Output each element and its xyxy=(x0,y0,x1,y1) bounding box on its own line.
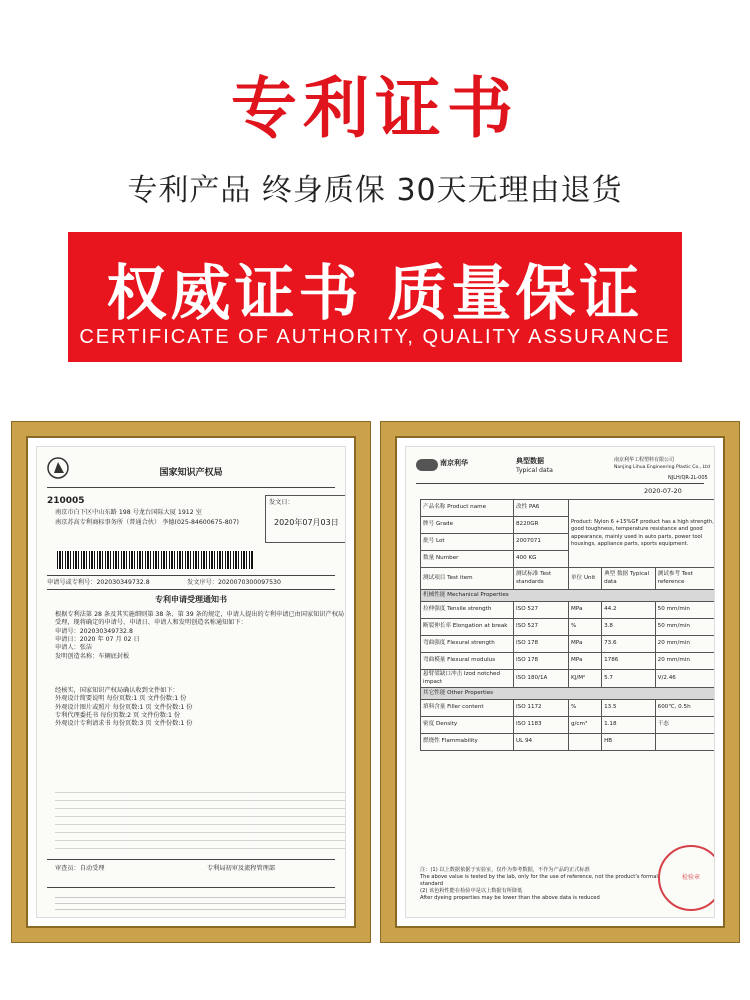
doc-date: 2020-07-20 xyxy=(644,487,682,495)
app-no-value: 202030349732.8 xyxy=(96,579,150,586)
patent-notice-document xyxy=(36,446,346,918)
section-row xyxy=(421,590,716,602)
file-item: 外观设计简要说明 每份页数:1 页 文件份数:1 份 xyxy=(55,695,187,703)
column-header: 测试项目 Test item xyxy=(421,568,514,590)
table-cell xyxy=(569,734,602,751)
reference-number xyxy=(187,579,281,587)
table-cell: 8220GR xyxy=(514,517,569,534)
column-header: 典型 数据 Typical data xyxy=(602,568,656,590)
banner-title: 权威证书 质量保证 xyxy=(106,259,644,329)
table-cell: 50 mm/min xyxy=(655,619,715,636)
footer-fineprint xyxy=(55,893,345,911)
issue-date-box xyxy=(265,495,346,543)
table-header-row xyxy=(421,568,716,590)
table-cell: 密度 Density xyxy=(421,717,514,734)
table-cell: 批号 Lot xyxy=(421,534,514,551)
application-number xyxy=(47,579,150,587)
hero-title: 专利证书 xyxy=(231,70,519,147)
issue-date-label: 发文日： xyxy=(269,499,294,506)
body-line: 发明创造名称：车辆底封板 xyxy=(55,652,130,660)
doc-title-en: Typical data xyxy=(516,467,553,474)
table-row xyxy=(421,619,716,636)
table-cell: 数量 Number xyxy=(421,551,514,568)
doc-title: 典型数据 xyxy=(516,457,544,465)
table-cell: ISO 178 xyxy=(514,653,569,670)
section-mechanical: 机械性能 Mechanical Properties xyxy=(421,590,716,602)
table-cell: ISO 178 xyxy=(514,636,569,653)
typical-data-document xyxy=(405,446,715,918)
company-short: 南京利华 xyxy=(440,459,468,467)
address: 南京市白下区中山东路 198 号龙台国际大厦 1912 室 xyxy=(55,509,202,516)
table-cell: 断裂伸长率 Elongation at break xyxy=(421,619,514,636)
table-cell: 2007071 xyxy=(514,534,569,551)
ref-no-value: 2020070300097530 xyxy=(217,579,281,586)
table-cell: MPa xyxy=(569,636,602,653)
product-description: Product: Nylon 6 +15%GF product has a high strength, good toughness, temperature resistance and good appearance, mainly used in auto parts, power tool housings, appliance parts, sports equipment. xyxy=(569,500,716,568)
stamp-text: 检验章 xyxy=(681,874,700,881)
table-row xyxy=(421,602,716,619)
note-line: (2) 该色粉性能在检验中是以上数据有所降低 xyxy=(420,888,523,895)
company-full: 南京利华工程塑料有限公司 xyxy=(614,457,675,463)
table-cell: 拉伸强度 Tensile strength xyxy=(421,602,514,619)
table-cell: KJ/M² xyxy=(569,670,602,688)
file-item: 外观设计专利请求书 每份页数:3 页 文件份数:1 份 xyxy=(55,720,193,728)
table-cell: 20 mm/min xyxy=(655,653,715,670)
received-files xyxy=(55,687,345,729)
table-cell: 干态 xyxy=(655,717,715,734)
agency-name: 国家知识产权局 xyxy=(159,468,223,478)
notice-body xyxy=(55,611,345,661)
table-row xyxy=(421,717,716,734)
table-cell: g/cm³ xyxy=(569,717,602,734)
spec-table xyxy=(420,499,715,751)
app-no-label: 申请号或专利号： xyxy=(47,579,97,586)
note-line: The above value is tested by the lab, only for the use of reference, not the product's formal standard xyxy=(420,874,658,888)
table-cell: 400 KG xyxy=(514,551,569,568)
table-cell: ISO 527 xyxy=(514,602,569,619)
table-cell: 600℃, 0.5h xyxy=(655,700,715,717)
table-cell: ISO 1172 xyxy=(514,700,569,717)
department: 专利局初审及流程管理部 xyxy=(207,865,276,872)
body-line: 申请号：202030349732.8 xyxy=(55,627,133,635)
table-cell xyxy=(655,734,715,751)
authority-banner xyxy=(68,232,682,362)
table-cell: V/2.46 xyxy=(655,670,715,688)
hero-subtitle: 专利产品 终身质保 30天无理由退货 xyxy=(127,173,623,208)
ref-no-label: 发文序号： xyxy=(187,579,218,586)
table-cell: MPa xyxy=(569,653,602,670)
table-row xyxy=(421,500,716,517)
table-row xyxy=(421,734,716,751)
column-header: 测试标准 Test standards xyxy=(514,568,569,590)
agent: 南京苏高专利商标事务所（普通合伙） 李德(025-84600675-807) xyxy=(55,519,239,526)
body-line: 根据专利法第 28 条及其实施细则第 38 条、第 39 条的规定，申请人提出的专利申请已由国家知识产权局受理，现将确定的申请号、申请日、申请人和发明创造名称通知如下： xyxy=(55,611,345,627)
lihua-logo-icon xyxy=(416,459,438,471)
table-cell: 1.18 xyxy=(602,717,656,734)
table-cell: MPa xyxy=(569,602,602,619)
table-cell: 20 mm/min xyxy=(655,636,715,653)
company-en: Nanjing Lihua Engineering Plastic Co., Ltd xyxy=(614,465,710,470)
table-cell: % xyxy=(569,619,602,636)
issue-date: 2020年07月03日 xyxy=(274,518,339,527)
column-header: 测试参考 Test reference xyxy=(655,568,715,590)
patent-certificate-frame xyxy=(12,422,370,942)
table-cell: 弯曲强度 Flexural strength xyxy=(421,636,514,653)
section-other: 其它性能 Other Properties xyxy=(421,688,716,700)
note-line: After dyeing properties may be lower than the above data is reduced xyxy=(420,895,600,902)
table-cell: UL 94 xyxy=(514,734,569,751)
notice-title: 专利申请受理通知书 xyxy=(155,595,227,604)
table-cell: 燃烧性 Flammability xyxy=(421,734,514,751)
banner-english: CERTIFICATE OF AUTHORITY, QUALITY ASSURANCE xyxy=(79,326,671,348)
table-cell: 5.7 xyxy=(602,670,656,688)
files-label: 经核实，国家知识产权局确认收到文件如下： xyxy=(55,687,179,694)
notes xyxy=(420,867,670,902)
table-cell: 悬臂梁缺口冲击 Izod notched impact xyxy=(421,670,514,688)
doc-code: NJLH/QR-2L-005 xyxy=(668,475,708,481)
table-row xyxy=(421,636,716,653)
table-cell: 13.5 xyxy=(602,700,656,717)
barcode xyxy=(57,551,253,569)
table-cell: 3.8 xyxy=(602,619,656,636)
table-cell: ISO 1183 xyxy=(514,717,569,734)
file-item: 外观设计图片或照片 每份页数:1 页 文件份数:1 份 xyxy=(55,703,193,711)
table-row xyxy=(421,700,716,717)
typical-data-frame xyxy=(381,422,739,942)
table-cell: 50 mm/min xyxy=(655,602,715,619)
body-line: 申请人：张洁 xyxy=(55,644,93,652)
notes-paragraph xyxy=(55,787,345,851)
table-cell: 产品名称 Product name xyxy=(421,500,514,517)
table-cell: 44.2 xyxy=(602,602,656,619)
table-cell: 弯曲模量 Flexural modulus xyxy=(421,653,514,670)
table-cell: ISO 527 xyxy=(514,619,569,636)
table-cell: % xyxy=(569,700,602,717)
inspection-stamp xyxy=(658,845,715,911)
examiner: 审查员：自动受理 xyxy=(55,865,105,872)
table-cell: ISO 180/1A xyxy=(514,670,569,688)
body-line: 申请日：2020 年 07 月 02 日 xyxy=(55,636,140,644)
note-line: 注：(1) 以上数据依据于实验室，仅作为参考数据，不作为产品的正式标准 xyxy=(420,867,590,873)
table-row xyxy=(421,653,716,670)
column-header: 单位 Unit xyxy=(569,568,602,590)
postcode: 210005 xyxy=(47,496,85,506)
table-cell: 填料含量 Filler content xyxy=(421,700,514,717)
table-cell: 牌号 Grade xyxy=(421,517,514,534)
table-cell: HB xyxy=(602,734,656,751)
file-item: 专利代理委托书 每份页数:2 页 文件份数:1 份 xyxy=(55,712,181,720)
table-cell: 1786 xyxy=(602,653,656,670)
table-cell: 改性 PA6 xyxy=(514,500,569,517)
table-row xyxy=(421,670,716,688)
section-row xyxy=(421,688,716,700)
table-cell: 73.6 xyxy=(602,636,656,653)
